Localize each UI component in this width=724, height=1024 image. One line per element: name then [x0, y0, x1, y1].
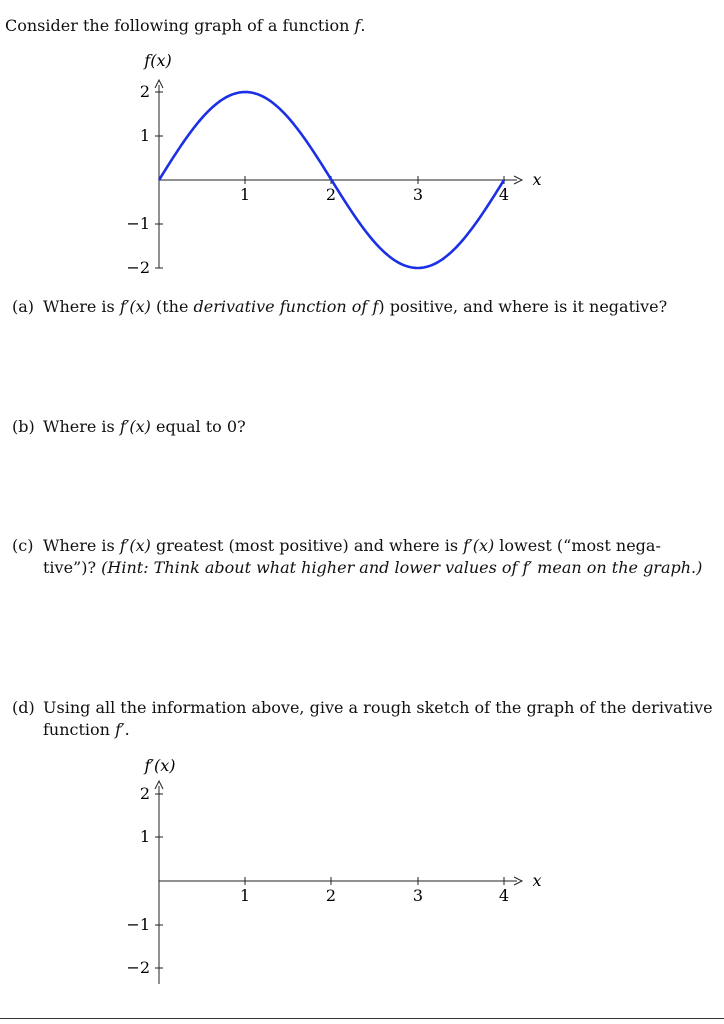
graph-fprime-ytick-label-1: 1 [139, 827, 150, 846]
graph-fprime-xtick-label-4: 4 [498, 886, 510, 905]
graph-fprime-ytick-label-2: 2 [139, 784, 150, 803]
graph-fprime-ylabel: f′(x) [144, 756, 176, 775]
graph-fprime-ytick-label-m2: −2 [126, 958, 150, 977]
graph-f-ylabel: f(x) [144, 51, 172, 70]
question-b-label: (b) [12, 417, 35, 436]
graph-fprime-xlabel: x [532, 871, 542, 890]
intro-function-name: f [354, 16, 361, 35]
intro-text: Consider the following graph of a function f. [5, 16, 366, 35]
bottom-rule [0, 1018, 724, 1019]
question-d-label: (d) [12, 698, 35, 717]
question-c-label: (c) [12, 536, 34, 555]
graph-fprime-xtick-label-3: 3 [412, 886, 424, 905]
graph-f-ytick-label-1: 1 [139, 126, 150, 145]
question-c: (c) Where is f′(x) greatest (most positive) and where is f′(x) lowest (“most nega- tive”)? (Hint: Think about what higher and lower values of f′ mean on the graph.) [12, 536, 703, 577]
graph-f-xtick-label-4: 4 [498, 185, 510, 204]
question-a-label: (a) [12, 297, 35, 316]
graph-f-ytick-label-m2: −2 [126, 258, 150, 277]
graph-f-xlabel: x [532, 170, 542, 189]
question-b: (b) Where is f′(x) equal to 0? [12, 417, 246, 436]
graph-fprime-xtick-label-1: 1 [239, 886, 251, 905]
graph-f-xtick-label-2: 2 [325, 185, 337, 204]
graph-fprime-ytick-label-m1: −1 [126, 915, 150, 934]
question-d: (d) Using all the information above, give a rough sketch of the graph of the derivative function f′. [12, 698, 713, 739]
question-a: (a) Where is f′(x) (the derivative function of f) positive, and where is it negative? [12, 297, 668, 316]
graph-fprime-xtick-label-2: 2 [325, 886, 337, 905]
graph-f-xtick-label-3: 3 [412, 185, 424, 204]
graph-f [0, 40, 724, 290]
graph-f-ytick-label-m1: −1 [126, 214, 150, 233]
graph-f-xtick-label-1: 1 [239, 185, 251, 204]
graph-fprime [0, 740, 724, 990]
graph-f-ytick-label-2: 2 [139, 82, 150, 101]
